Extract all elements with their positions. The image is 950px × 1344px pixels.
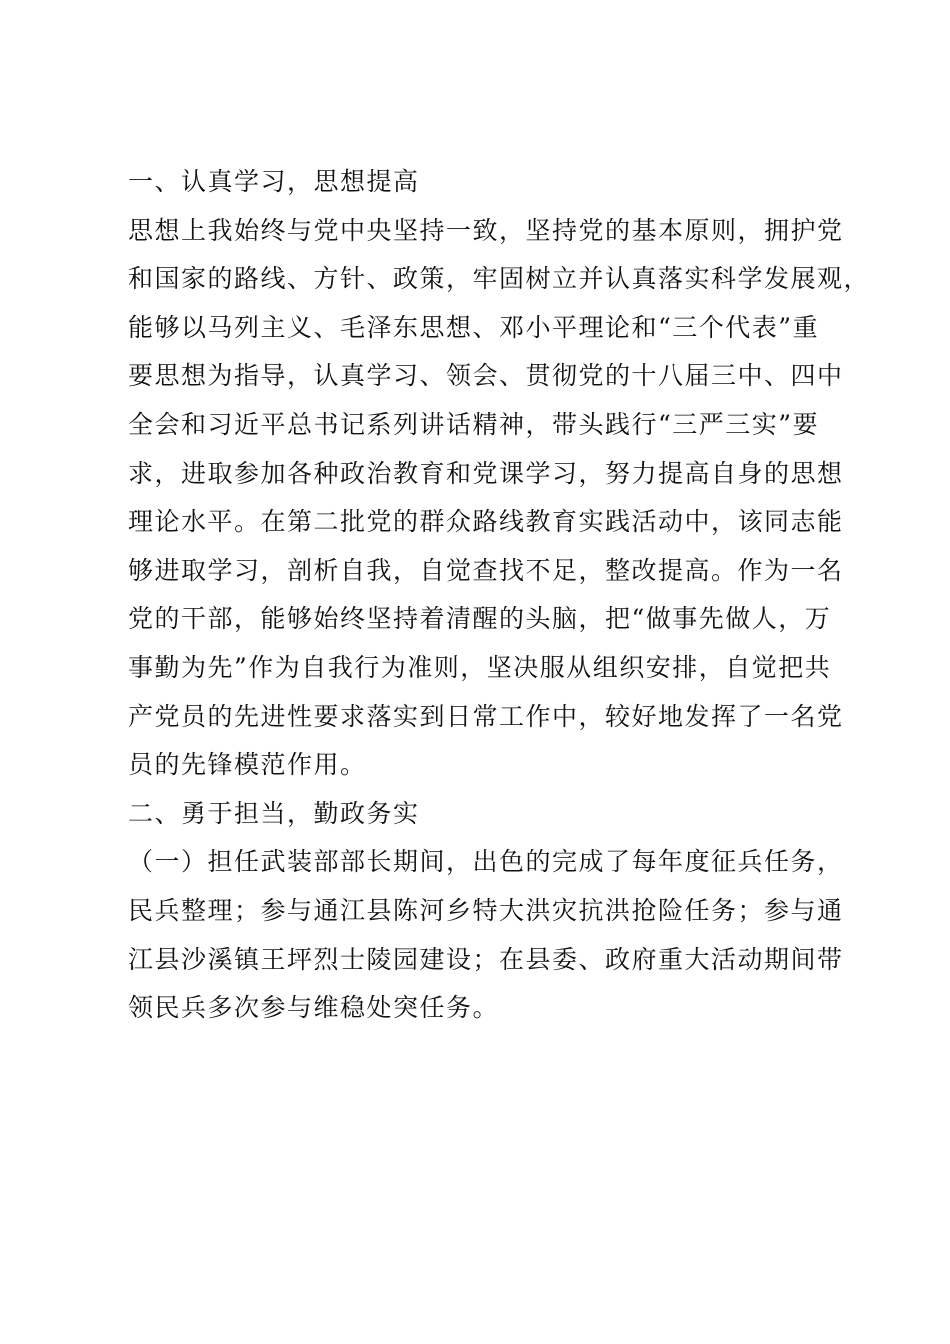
paragraph-line: 党的干部，能够始终坚持着清醒的头脑，把“做事先做人，万 [128, 604, 832, 634]
paragraph-line: 领民兵多次参与维稳处突任务。 [128, 993, 500, 1023]
paragraph-line: 江县沙溪镇王坪烈士陵园建设；在县委、政府重大活动期间带 [128, 944, 844, 974]
paragraph-line: 求，进取参加各种政治教育和党课学习，努力提高自身的思想 [128, 458, 844, 488]
section-heading-2: 二、勇于担当，勤政务实 [128, 798, 420, 828]
document-body [128, 158, 871, 1033]
paragraph-line: 要思想为指导，认真学习、领会、贯彻党的十八届三中、四中 [128, 361, 844, 391]
paragraph-line: 能够以马列主义、毛泽东思想、邓小平理论和“三个代表”重 [128, 312, 820, 342]
paragraph-line: 民兵整理；参与通江县陈河乡特大洪灾抗洪抢险任务；参与通 [128, 895, 844, 925]
section-heading-1: 一、认真学习，思想提高 [128, 167, 420, 196]
paragraph-line: 事勤为先”作为自我行为准则，坚决服从组织安排，自觉把共 [128, 652, 832, 682]
paragraph-line: 全会和习近平总书记系列讲话精神，带头践行“三严三实”要 [128, 409, 820, 439]
paragraph-line: （一）担任武装部部长期间，出色的完成了每年度征兵任务， [128, 847, 844, 877]
paragraph-line: 和国家的路线、方针、政策，牢固树立并认真落实科学发展观， [128, 264, 871, 294]
paragraph-line: 产党员的先进性要求落实到日常工作中，较好地发挥了一名党 [128, 701, 844, 731]
paragraph-line: 思想上我始终与党中央坚持一致，坚持党的基本原则，拥护党 [128, 215, 844, 245]
paragraph-line: 理论水平。在第二批党的群众路线教育实践活动中，该同志能 [128, 507, 844, 537]
paragraph-line: 够进取学习，剖析自我，自觉查找不足，整改提高。作为一名 [128, 555, 844, 585]
paragraph-line: 员的先锋模范作用。 [128, 750, 367, 780]
